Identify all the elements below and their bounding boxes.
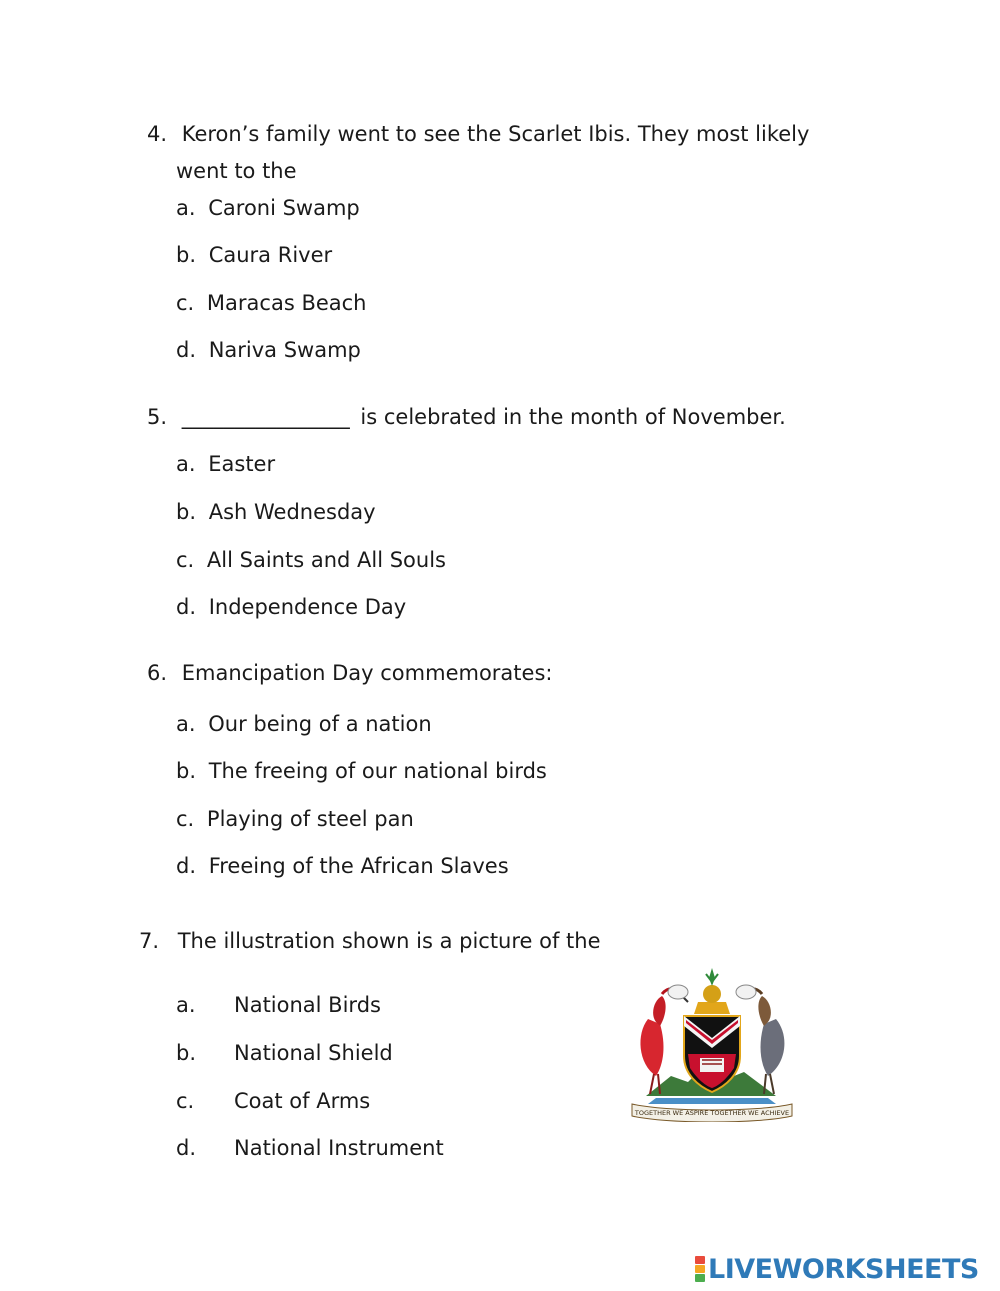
question-5-text: is celebrated in the month of November.	[360, 405, 786, 429]
question-4-option-b[interactable]: b. Caura River	[176, 243, 333, 267]
question-4-option-d[interactable]: d. Nariva Swamp	[176, 338, 361, 362]
question-5-line	[147, 404, 786, 430]
question-6-option-a[interactable]: a. Our being of a nation	[176, 712, 432, 736]
question-6-line	[147, 660, 552, 686]
question-5-option-d[interactable]: d. Independence Day	[176, 595, 407, 619]
coat-of-arms-icon	[626, 964, 798, 1122]
question-6-option-b[interactable]: b. The freeing of our national birds	[176, 759, 547, 783]
question-4-number: 4.	[147, 122, 168, 146]
question-6-text: Emancipation Day commemorates:	[181, 661, 553, 685]
question-7-option-b[interactable]: b. National Shield	[176, 1041, 393, 1065]
question-7-option-c[interactable]: c. Coat of Arms	[176, 1089, 371, 1113]
question-7-option-a[interactable]: a. National Birds	[176, 993, 381, 1017]
question-5-number: 5.	[147, 405, 168, 429]
liveworksheets-logo[interactable]	[695, 1254, 979, 1284]
svg-text:TOGETHER WE ASPIRE TOGETHER WE: TOGETHER WE ASPIRE TOGETHER WE ACHIEVE	[634, 1109, 790, 1117]
liveworksheets-wordmark: LIVEWORKSHEETS	[708, 1253, 979, 1285]
question-5-blank: ________________	[181, 405, 350, 429]
question-7-line	[139, 928, 601, 954]
question-4-text: Keron’s family went to see the Scarlet Ibis. They most likely	[181, 122, 810, 146]
question-5-option-c[interactable]: c. All Saints and All Souls	[176, 548, 446, 572]
question-6-number: 6.	[147, 661, 168, 685]
question-7-option-d[interactable]: d. National Instrument	[176, 1136, 444, 1160]
question-6-option-d[interactable]: d. Freeing of the African Slaves	[176, 854, 509, 878]
question-5-option-a[interactable]: a. Easter	[176, 452, 276, 476]
question-4-line-2: went to the	[176, 159, 297, 183]
question-7-text: The illustration shown is a picture of the	[177, 929, 601, 953]
question-7-number: 7.	[139, 929, 160, 953]
question-4-option-c[interactable]: c. Maracas Beach	[176, 291, 367, 315]
question-6-option-c[interactable]: c. Playing of steel pan	[176, 807, 414, 831]
question-5-option-b[interactable]: b. Ash Wednesday	[176, 500, 376, 524]
question-4-line-1	[147, 121, 809, 147]
liveworksheets-logo-icon	[695, 1256, 705, 1282]
question-4-option-a[interactable]: a. Caroni Swamp	[176, 196, 360, 220]
